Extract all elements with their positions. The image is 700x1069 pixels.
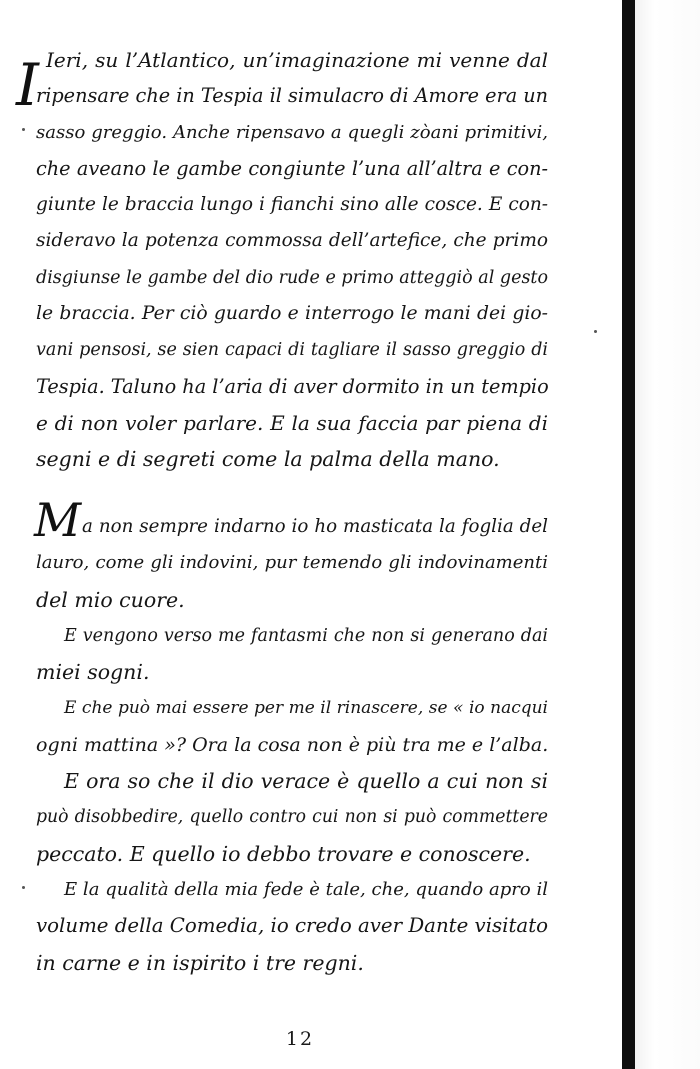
text-line: sideravo la potenza commossa dell’artefice, che primo — [36, 230, 548, 252]
ink-speck — [594, 330, 597, 333]
text-line: miei sogni. — [36, 660, 150, 685]
text-line: può disobbedire, quello contro cui non si può commettere — [36, 807, 548, 828]
text-line: volume della Comedia, io credo aver Dante visitato — [36, 914, 549, 938]
text-line: vani pensosi, se sien capaci di tagliare il sasso greggio di — [36, 340, 548, 361]
dropcap-letter: M — [34, 493, 82, 547]
paragraph-ma-non-sempre — [36, 509, 548, 981]
ink-speck — [22, 128, 25, 131]
text-line: segni e di segreti come la palma della mano. — [36, 447, 500, 472]
text-line: Tespia. Taluno ha l’aria di aver dormito in un tempio — [36, 374, 549, 398]
text-line: in carne e in ispirito i tre regni. — [36, 950, 364, 975]
page-number: 12 — [285, 1028, 315, 1050]
text-line: peccato. E quello io debbo trovare e conoscere. — [36, 841, 531, 866]
ink-speck — [22, 886, 25, 889]
text-line: lauro, come gli indovini, pur temendo gli indovinamenti — [36, 552, 548, 574]
text-line: a non sempre indarno io ho masticata la foglia del — [82, 516, 548, 537]
dropcap-letter: I — [16, 51, 39, 119]
text-line: che aveano le gambe congiunte l’una all’altra e con- — [36, 156, 548, 180]
text-line: E che può mai essere per me il rinascere, se « io nacqui — [64, 698, 548, 719]
text-line: sasso greggio. Anche ripensavo a quegli zòani primitivi, — [36, 121, 548, 143]
text-line: Ieri, su l’Atlantico, un’imaginazione mi venne dal — [46, 48, 548, 72]
page-margin-shadow — [635, 0, 700, 1069]
paragraph-ieri — [36, 42, 548, 478]
text-line: giunte le braccia lungo i fianchi sino alle cosce. E con- — [36, 194, 548, 216]
text-line: ripensare che in Tespia il simulacro di Amore era un — [36, 84, 549, 108]
text-line: le braccia. Per ciò guardo e interrogo le mani dei gio- — [36, 303, 548, 325]
text-line: del mio cuore. — [36, 587, 185, 612]
text-line: ogni mattina »? Ora la cosa non è più tra me e l’alba. — [36, 733, 549, 756]
text-line: e di non voler parlare. E la sua faccia par piena di — [36, 410, 548, 435]
text-line: E la qualità della mia fede è tale, che, quando apro il — [64, 878, 548, 900]
page-binding-edge — [622, 0, 635, 1069]
text-line: E vengono verso me fantasmi che non si generano dai — [64, 625, 548, 646]
text-line: disgiunse le gambe del dio rude e primo atteggiò al gesto — [36, 267, 548, 288]
text-line: E ora so che il dio verace è quello a cui non si — [64, 769, 548, 794]
